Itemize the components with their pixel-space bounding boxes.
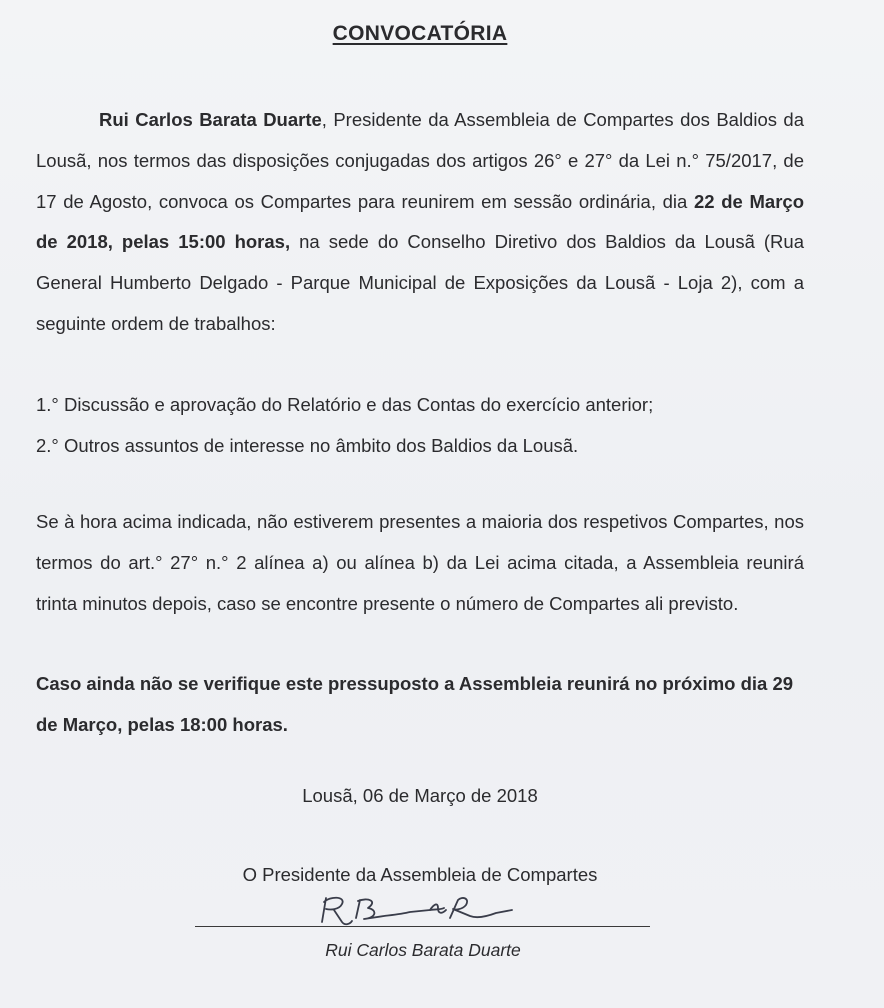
agenda-item: 1.° Discussão e aprovação do Relatório e das Contas do exercício anterior; (36, 394, 654, 415)
agenda-list (36, 385, 804, 467)
intro-paragraph (36, 100, 804, 345)
signature-line (195, 926, 650, 927)
intro-text-2: na sede do Conselho Diretivo dos Baldios da Lousã (Rua General Humberto Delgado - Parque Municipal de Exposições da Lousã - Loja 2), com a seguinte ordem de trabalhos: (36, 231, 804, 334)
document-title: CONVOCATÓRIA (332, 22, 508, 45)
signature-caption: O Presidente da Assembleia de Compartes (242, 864, 598, 885)
second-call-paragraph (36, 664, 804, 746)
signer-name: Rui Carlos Barata Duarte (325, 940, 521, 960)
meeting-datetime: 22 de Março de 2018, pelas 15:00 horas, (36, 190, 804, 253)
second-call-text: Caso ainda não se verifique este pressuposto a Assembleia reunirá no próximo dia 29 de Março, pelas 18:00 horas. (36, 673, 794, 735)
quorum-paragraph: Se à hora acima indicada, não estiverem presentes a maioria dos respetivos Compartes, nos termos do art.° 27° n.° 2 alínea a) ou alínea b) da Lei acima citada, a Assembleia reunirá trinta minutos depois, caso se encontre presente o número de Compartes ali previsto. (36, 511, 804, 614)
intro-text-1: , Presidente da Assembleia de Compartes dos Baldios da Lousã, nos termos das disposições conjugadas dos artigos 26° e 27° da Lei n.° 75/2017, de 17 de Agosto, convoca os Compartes para reunirem em sessão ordinária, dia (36, 109, 804, 212)
president-name: Rui Carlos Barata Duarte (99, 109, 322, 130)
place-date: Lousã, 06 de Março de 2018 (302, 785, 538, 806)
agenda-item: 2.° Outros assuntos de interesse no âmbito dos Baldios da Lousã. (36, 434, 579, 456)
